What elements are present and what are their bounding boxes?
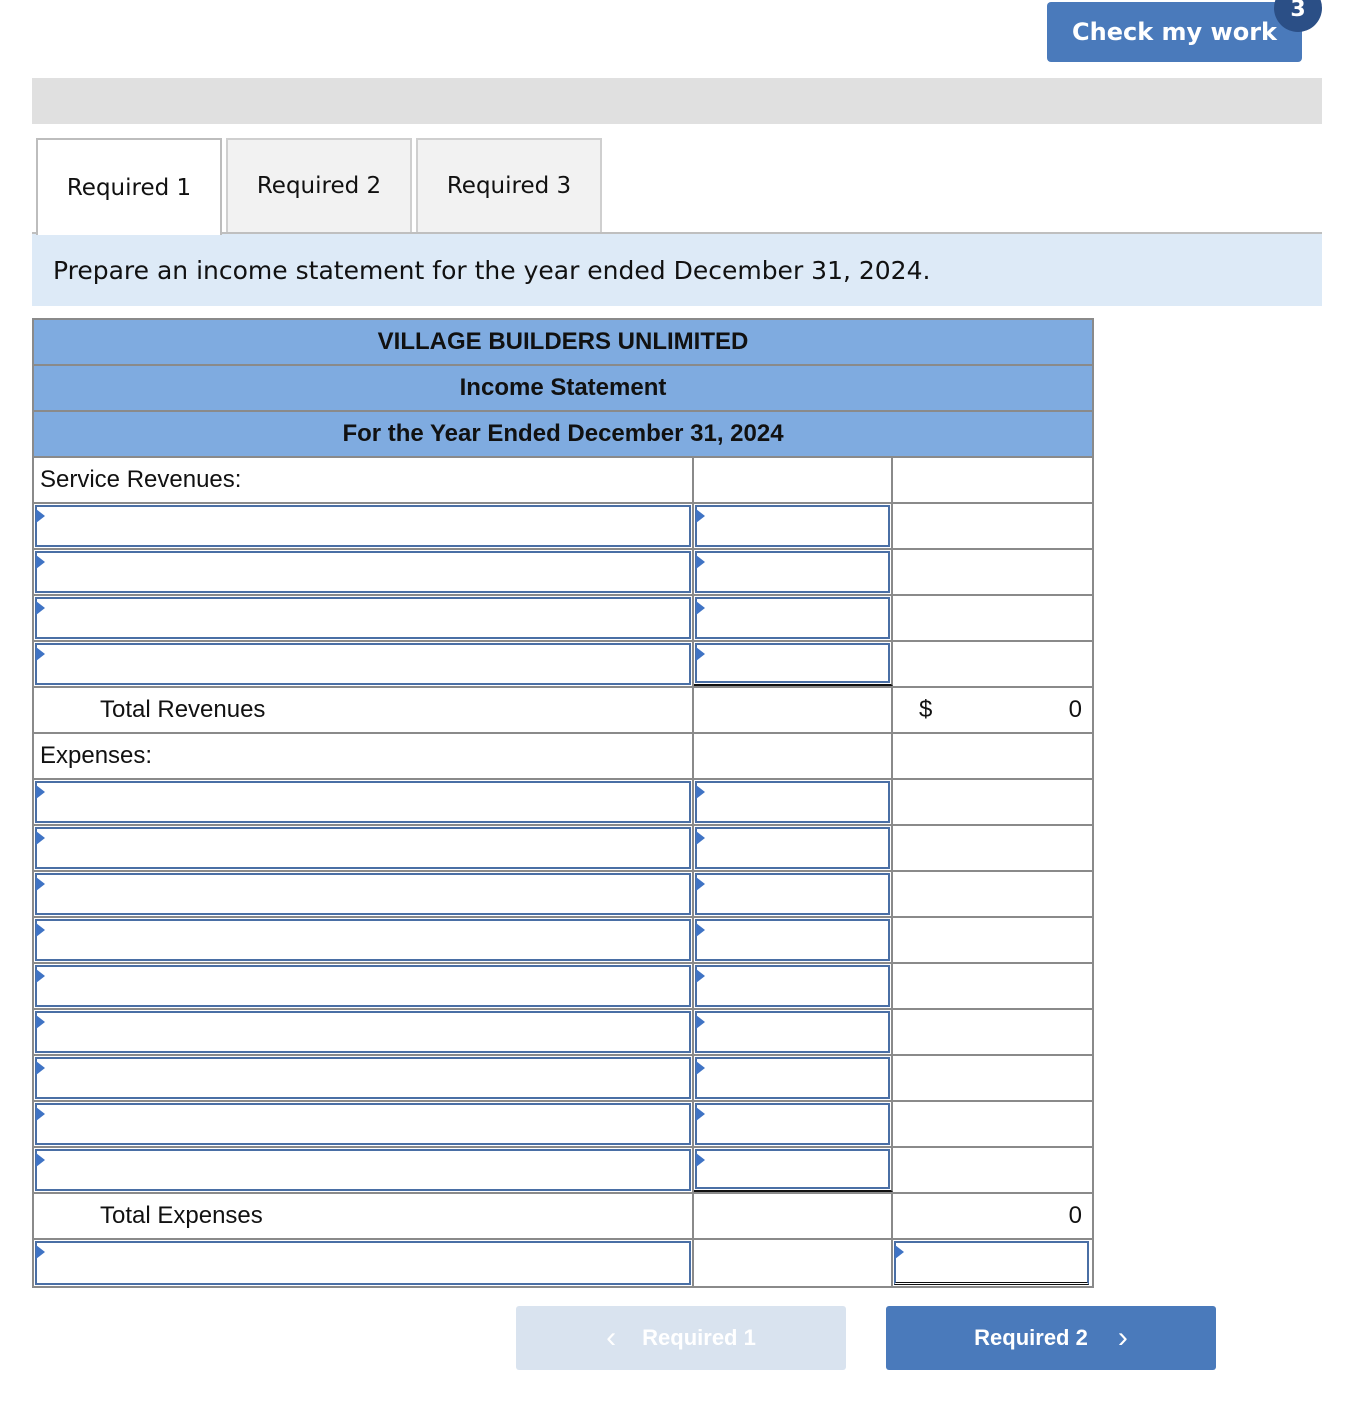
revenue-row [34, 596, 1092, 642]
revenue-account-dropdown[interactable] [35, 643, 691, 685]
revenue-account-dropdown[interactable] [35, 505, 691, 547]
total-revenues-label: Total Revenues [100, 696, 266, 723]
toolbar-strip [32, 78, 1322, 124]
expense-amount-input[interactable] [695, 781, 890, 823]
expense-row [34, 918, 1092, 964]
expense-account-dropdown[interactable] [35, 827, 691, 869]
check-my-work-label: Check my work [1072, 18, 1277, 46]
revenue-amount-input[interactable] [695, 505, 890, 547]
total-expenses-value: 0 [1068, 1202, 1082, 1229]
expense-account-dropdown[interactable] [35, 1057, 691, 1099]
total-revenues-row [34, 688, 1092, 734]
expense-amount-input[interactable] [695, 873, 890, 915]
expense-account-dropdown[interactable] [35, 873, 691, 915]
expense-amount-input[interactable] [695, 1103, 890, 1145]
expense-amount-input[interactable] [695, 1057, 890, 1099]
expense-amount-input[interactable] [695, 965, 890, 1007]
expense-amount-input[interactable] [695, 919, 890, 961]
net-income-row [34, 1240, 1092, 1286]
expenses-header-row [34, 734, 1092, 780]
revenue-account-dropdown[interactable] [35, 597, 691, 639]
next-required-label: Required 2 [974, 1325, 1088, 1350]
total-expenses-label: Total Expenses [100, 1202, 263, 1229]
expense-row [34, 872, 1092, 918]
expense-row [34, 780, 1092, 826]
net-income-label-dropdown[interactable] [35, 1241, 691, 1285]
chevron-left-icon: ‹ [606, 1321, 617, 1354]
next-required-button[interactable] [886, 1306, 1216, 1370]
expense-amount-input[interactable] [695, 827, 890, 869]
dollar-sign: $ [919, 696, 933, 723]
check-my-work-button[interactable] [1047, 2, 1302, 62]
revenue-amount-input[interactable] [695, 597, 890, 639]
expense-account-dropdown[interactable] [35, 1149, 691, 1191]
tab-required-1[interactable] [36, 138, 222, 235]
instruction-text: Prepare an income statement for the year ended December 31, 2024. [53, 255, 931, 285]
expense-row [34, 1102, 1092, 1148]
company-name: VILLAGE BUILDERS UNLIMITED [34, 320, 1092, 366]
chevron-right-icon: › [1117, 1321, 1128, 1354]
tab-required-3[interactable] [416, 138, 602, 232]
tab-label: Required 3 [446, 173, 572, 199]
expense-row [34, 1010, 1092, 1056]
revenue-row [34, 550, 1092, 596]
revenues-label: Service Revenues: [40, 466, 242, 493]
expense-amount-input[interactable] [695, 1149, 890, 1189]
prev-required-button [516, 1306, 846, 1370]
statement-title: Income Statement [34, 366, 1092, 412]
expense-row [34, 1148, 1092, 1194]
revenue-row [34, 504, 1092, 550]
tab-label: Required 1 [66, 174, 192, 201]
revenue-account-dropdown[interactable] [35, 551, 691, 593]
expense-account-dropdown[interactable] [35, 781, 691, 823]
total-revenues-value: 0 [1068, 696, 1082, 723]
total-expenses-row [34, 1194, 1092, 1240]
revenue-amount-input[interactable] [695, 643, 890, 683]
expense-amount-input[interactable] [695, 1011, 890, 1053]
attempts-badge: 3 [1274, 0, 1322, 32]
prev-required-label: Required 1 [642, 1325, 756, 1350]
revenues-header-row [34, 458, 1092, 504]
revenue-row [34, 642, 1092, 688]
tab-label: Required 2 [256, 173, 382, 199]
expense-account-dropdown[interactable] [35, 919, 691, 961]
expense-account-dropdown[interactable] [35, 1011, 691, 1053]
income-statement-table [32, 318, 1094, 1288]
expense-row [34, 964, 1092, 1010]
expenses-label: Expenses: [40, 742, 153, 769]
tab-required-2[interactable] [226, 138, 412, 232]
expense-row [34, 1056, 1092, 1102]
revenue-amount-input[interactable] [695, 551, 890, 593]
expense-account-dropdown[interactable] [35, 965, 691, 1007]
statement-period: For the Year Ended December 31, 2024 [34, 412, 1092, 458]
instruction-banner [32, 234, 1322, 306]
expense-account-dropdown[interactable] [35, 1103, 691, 1145]
net-income-amount-input[interactable] [894, 1241, 1089, 1285]
expense-row [34, 826, 1092, 872]
